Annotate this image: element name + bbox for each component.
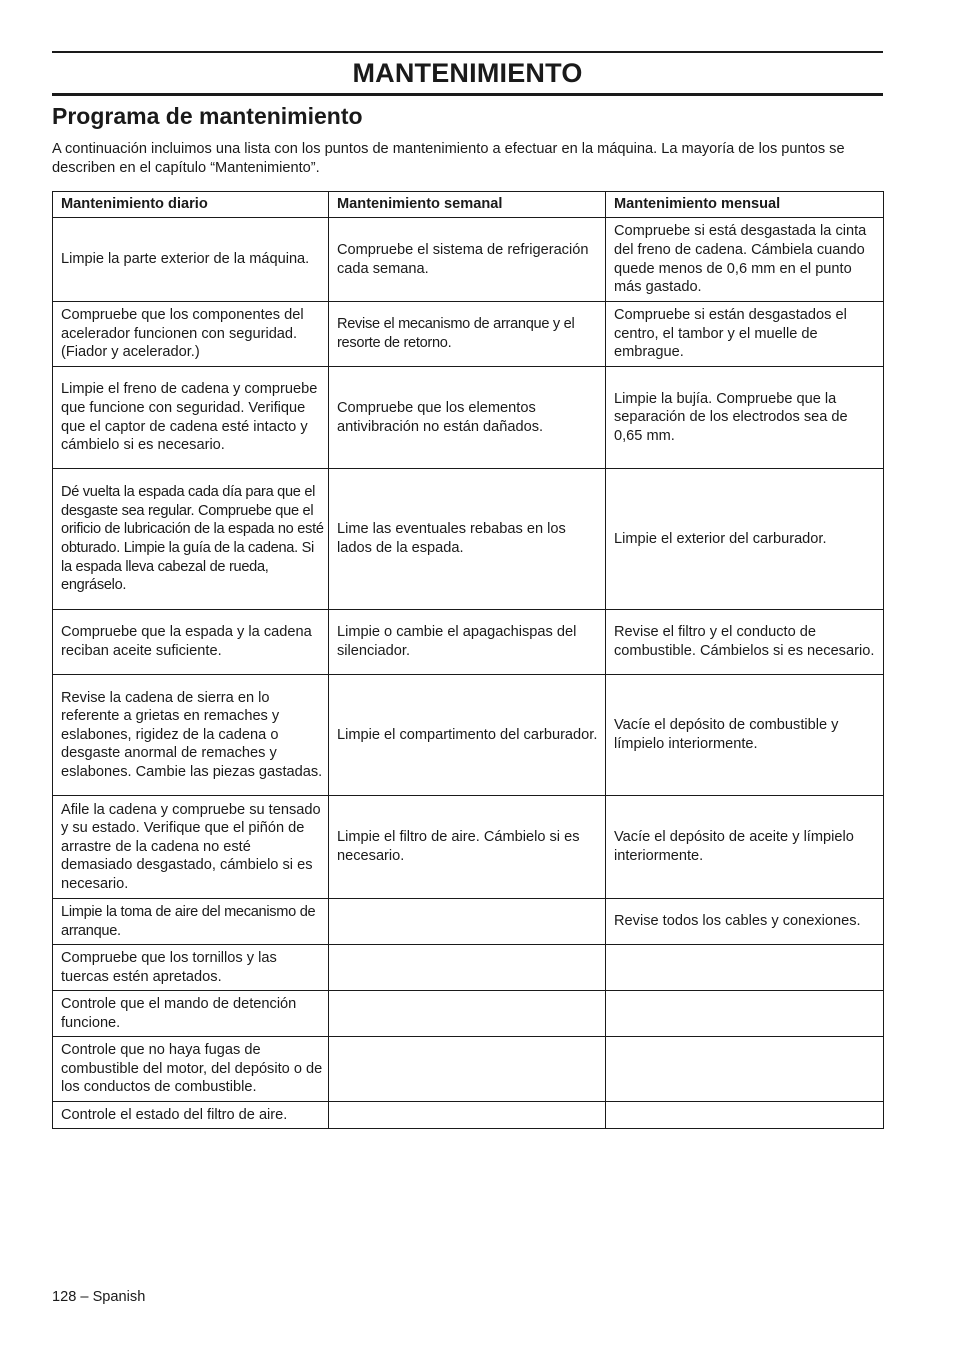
weekly-cell	[329, 991, 606, 1037]
weekly-cell: Compruebe el sistema de refrigeración cada semana.	[329, 218, 606, 302]
table-row	[53, 899, 884, 945]
table-row	[53, 675, 884, 796]
intro-paragraph: A continuación incluimos una lista con los puntos de mantenimiento a efectuar en la máquina. La mayoría de los puntos se describen en el capítulo “Mantenimiento”.	[52, 141, 845, 176]
table-row	[53, 991, 884, 1037]
monthly-cell: Revise todos los cables y conexiones.	[606, 899, 884, 945]
daily-cell: Afile la cadena y compruebe su tensado y su estado. Verifique que el piñón de arrastre de la cadena no esté demasiado desgastado, cámbielo si es necesario.	[53, 796, 329, 899]
daily-cell: Limpie la toma de aire del mecanismo de arranque.	[53, 899, 329, 945]
daily-cell: Compruebe que los componentes del acelerador funcionen con seguridad. (Fiador y acelerador.)	[53, 302, 329, 367]
table-row	[53, 1037, 884, 1102]
section-rule-top	[52, 51, 883, 53]
table-row	[53, 218, 884, 302]
weekly-cell	[329, 899, 606, 945]
monthly-cell	[606, 1037, 884, 1102]
page-heading: Programa de mantenimiento	[52, 103, 363, 129]
table-row	[53, 945, 884, 991]
maintenance-schedule-table	[52, 191, 884, 1129]
monthly-cell: Vacíe el depósito de aceite y límpielo interiormente.	[606, 796, 884, 899]
daily-cell: Compruebe que los tornillos y las tuercas estén apretados.	[53, 945, 329, 991]
column-header-weekly: Mantenimiento semanal	[329, 192, 606, 218]
monthly-cell: Compruebe si están desgastados el centro, el tambor y el muelle de embrague.	[606, 302, 884, 367]
weekly-cell	[329, 945, 606, 991]
table-row	[53, 796, 884, 899]
daily-cell: Compruebe que la espada y la cadena reciban aceite suficiente.	[53, 610, 329, 675]
daily-cell: Dé vuelta la espada cada día para que el desgaste sea regular. Compruebe que el orificio de lubricación de la espada no esté obturado. Limpie la guía de la cadena. Si la espada lleva cabezal de rueda, engráselo.	[53, 469, 329, 610]
daily-cell: Controle que no haya fugas de combustible del motor, del depósito o de los conductos de combustible.	[53, 1037, 329, 1102]
table-row	[53, 610, 884, 675]
monthly-cell: Revise el filtro y el conducto de combustible. Cámbielos si es necesario.	[606, 610, 884, 675]
table-row	[53, 1102, 884, 1129]
monthly-cell: Vacíe el depósito de combustible y límpielo interiormente.	[606, 675, 884, 796]
column-header-daily: Mantenimiento diario	[53, 192, 329, 218]
weekly-cell: Limpie el filtro de aire. Cámbielo si es necesario.	[329, 796, 606, 899]
table-row	[53, 469, 884, 610]
monthly-cell	[606, 991, 884, 1037]
section-title: MANTENIMIENTO	[352, 58, 583, 88]
column-header-monthly: Mantenimiento mensual	[606, 192, 884, 218]
weekly-cell: Limpie o cambie el apagachispas del silenciador.	[329, 610, 606, 675]
table-header-row	[53, 192, 884, 218]
weekly-cell	[329, 1102, 606, 1129]
section-rule-bottom	[52, 93, 883, 96]
daily-cell: Limpie el freno de cadena y compruebe que funcione con seguridad. Verifique que el captor de cadena esté intacto y cámbielo si es necesario.	[53, 367, 329, 469]
weekly-cell: Compruebe que los elementos antivibración no están dañados.	[329, 367, 606, 469]
daily-cell: Controle que el mando de detención funcione.	[53, 991, 329, 1037]
weekly-cell: Lime las eventuales rebabas en los lados de la espada.	[329, 469, 606, 610]
weekly-cell	[329, 1037, 606, 1102]
monthly-cell: Limpie la bujía. Compruebe que la separación de los electrodos sea de 0,65 mm.	[606, 367, 884, 469]
weekly-cell: Revise el mecanismo de arranque y el resorte de retorno.	[329, 302, 606, 367]
page-number: 128 – Spanish	[52, 1289, 146, 1305]
table-row	[53, 302, 884, 367]
weekly-cell: Limpie el compartimento del carburador.	[329, 675, 606, 796]
monthly-cell: Compruebe si está desgastada la cinta del freno de cadena. Cámbiela cuando quede menos de 0,6 mm en el punto más gastado.	[606, 218, 884, 302]
daily-cell: Revise la cadena de sierra en lo referente a grietas en remaches y eslabones, rigidez de la cadena o desgaste anormal de remaches y eslabones. Cambie las piezas gastadas.	[53, 675, 329, 796]
monthly-cell: Limpie el exterior del carburador.	[606, 469, 884, 610]
monthly-cell	[606, 945, 884, 991]
monthly-cell	[606, 1102, 884, 1129]
daily-cell: Limpie la parte exterior de la máquina.	[53, 218, 329, 302]
table-row	[53, 367, 884, 469]
daily-cell: Controle el estado del filtro de aire.	[53, 1102, 329, 1129]
